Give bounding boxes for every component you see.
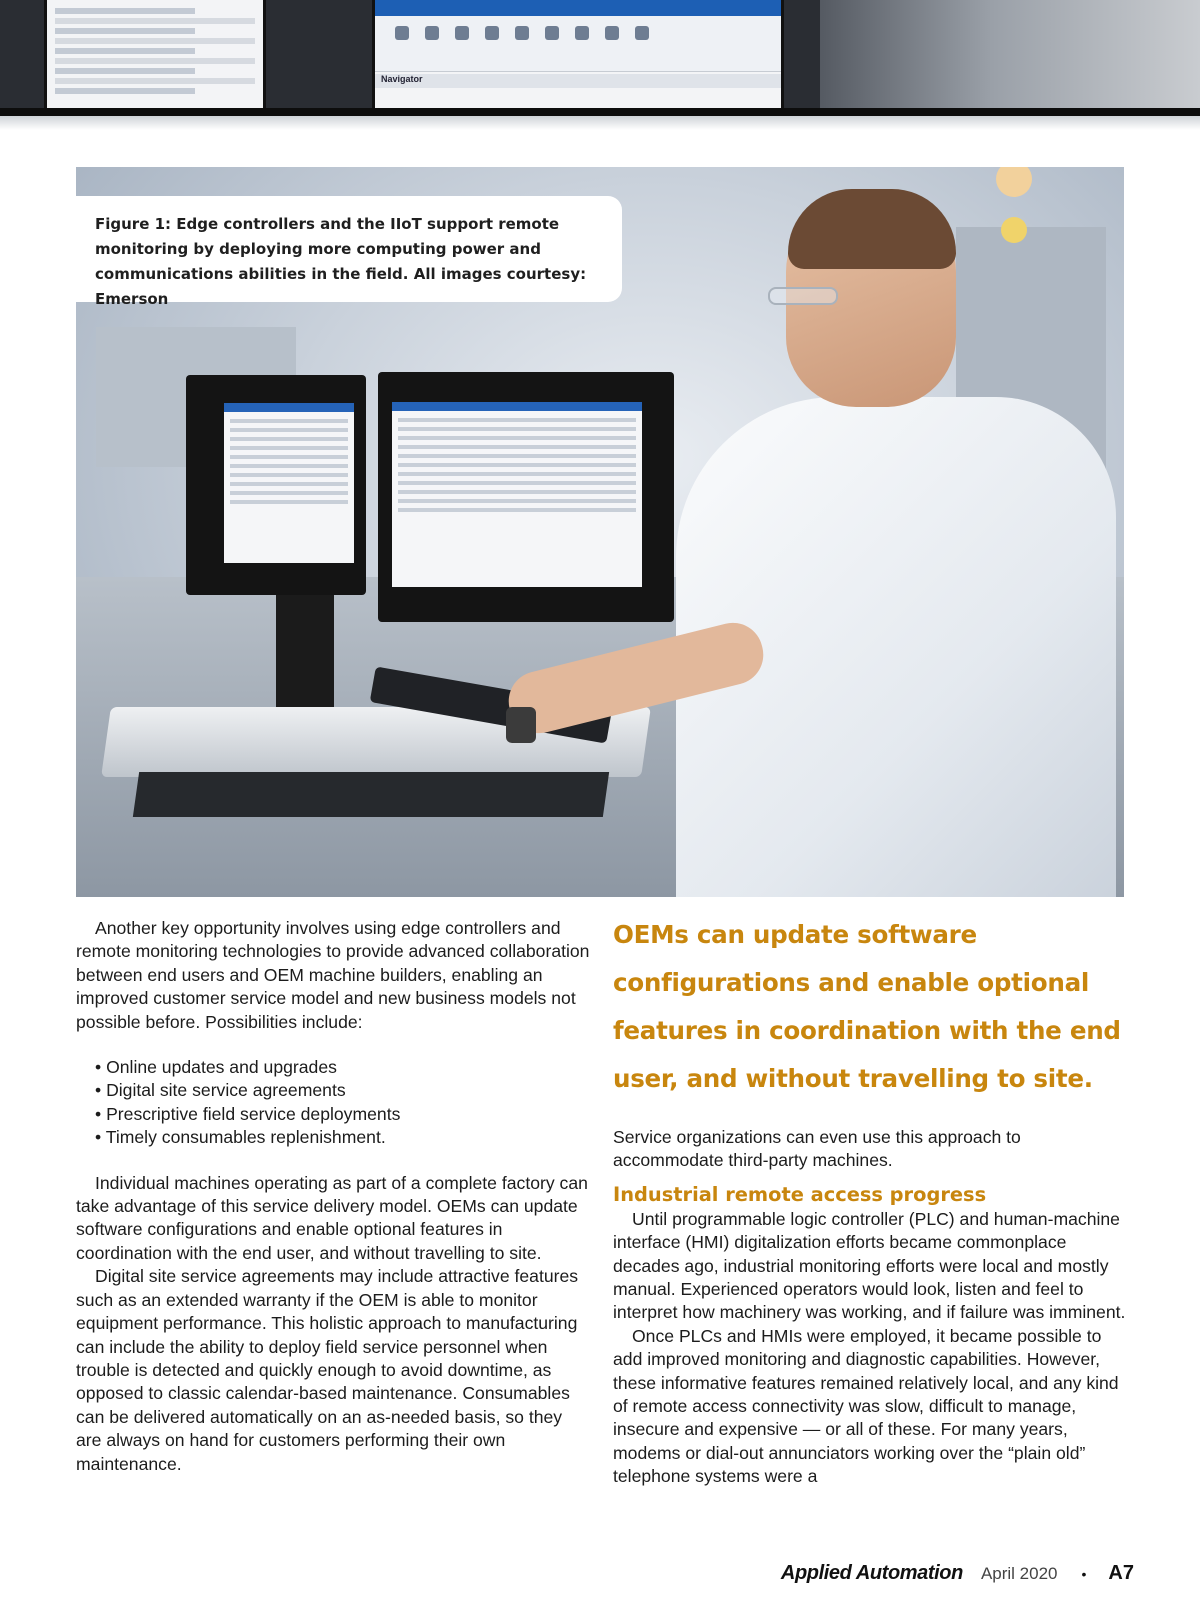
paragraph: Digital site service agreements may include attractive features such as an extended warranty if the OEM is able to monitor equipment performance. This holistic approach to manufacturing can include the ability to deploy field service personnel when trouble is detected and quickly enough to avoid downtime, as opposed to classic calendar-based maintenance. Consumables can be delivered automatically on an as-needed basis, so they are always on hand for customers performing their own maintenance. <box>76 1266 579 1474</box>
left-monitor-screen <box>44 0 266 112</box>
paragraph: Another key opportunity involves using edge controllers and remote monitoring technologies to provide advanced collaboration between end users and OEM machine builders, enabling an improved customer service model and new business models not possible before. Possibilities include: <box>76 918 590 1032</box>
safety-glasses <box>768 287 838 305</box>
left-column <box>76 917 591 1476</box>
paragraph: Once PLCs and HMIs were employed, it became possible to add improved monitoring and diagnostic capabilities. However, these informative features remained relatively local, and any kind of remote access connectivity was slow, difficult to manage, insecure and expensive — or all of these. For many years, modems or dial-out annunciators working over the “plain old” telephone systems were a <box>613 1325 1119 1487</box>
issue-date: April 2020 <box>980 1564 1058 1583</box>
page-number: A7 <box>1108 1562 1134 1584</box>
top-photo-strip <box>0 0 1200 116</box>
list-item: • Timely consumables replenishment. <box>95 1126 591 1149</box>
right-monitor <box>378 372 674 622</box>
left-monitor <box>186 375 366 595</box>
software-ribbon <box>375 0 781 16</box>
paragraph: Service organizations can even use this approach to accommodate third-party machines. <box>613 1127 1021 1171</box>
possibilities-list <box>95 1056 591 1150</box>
figure-caption <box>76 196 622 308</box>
page-footer <box>781 1562 1134 1592</box>
publication-name: Applied Automation <box>780 1562 963 1584</box>
monitor-bezel <box>0 108 1200 116</box>
wristwatch <box>506 707 536 743</box>
toolbar-icons <box>395 26 665 45</box>
right-column <box>613 1126 1133 1489</box>
footer-separator: • <box>1081 1566 1087 1582</box>
paragraph: Until programmable logic controller (PLC) and human-machine interface (HMI) digitalization efforts became commonplace decades ago, industrial monitoring efforts were local and mostly manual. Experienced operators would look, listen and feel to interpret how machinery was working, and if failure was imminent. <box>613 1208 1126 1323</box>
section-subhead: Industrial remote access progress <box>613 1182 987 1206</box>
pull-quote: OEMs can update software configurations and enable optional features in coordination with the end user, and without travelling to site. <box>613 920 1121 1093</box>
right-monitor-screen <box>372 0 784 112</box>
list-item: • Digital site service agreements <box>95 1079 591 1102</box>
list-item: • Prescriptive field service deployments <box>95 1103 591 1126</box>
navigator-label: Navigator <box>381 74 423 84</box>
background-blur <box>820 0 1200 112</box>
caption-text: Figure 1: Edge controllers and the IIoT support remote monitoring by deploying more computing power and communications abilities in the field. All images courtesy: Emerson <box>95 215 587 308</box>
list-item: • Online updates and upgrades <box>95 1056 591 1079</box>
paragraph: Individual machines operating as part of a complete factory can take advantage of this service delivery model. OEMs can update software configurations and enable optional features in coordination with the end user, and without travelling to site. <box>76 1172 588 1263</box>
